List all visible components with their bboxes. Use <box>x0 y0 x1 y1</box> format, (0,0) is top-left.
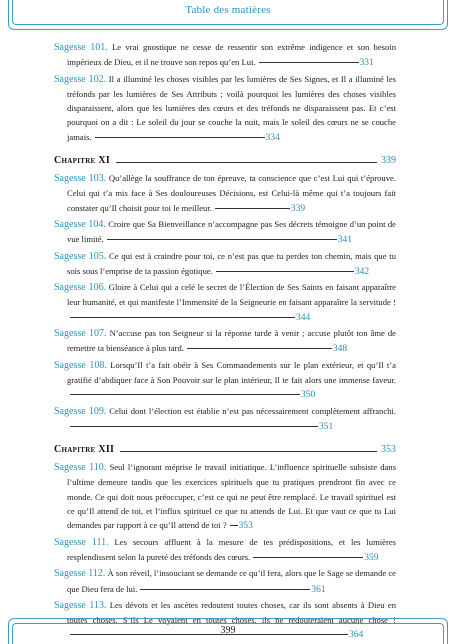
page-header-title: Table des matières <box>185 4 271 16</box>
entry-text: Il a illuminé les choses visibles par les lumières de Ses Signes, et Il a illuminé les tréfonds par les lumières de Ses Attributs ; voilà pourquoi les lumières des choses visibles disparaissent, alors que les lumières des cœurs et des tréfonds ne disparaissent pas. Et c’est pourquoi on a dit : Le soleil du jour se couche la nuit, mais le soleil des cœurs ne se couche jamais. <box>67 73 396 142</box>
toc-entry[interactable] <box>54 358 396 403</box>
entry-label: Sagesse 110. <box>54 462 107 474</box>
chapter-heading[interactable] <box>54 443 396 457</box>
entry-label: Sagesse 112. <box>54 568 106 580</box>
entry-page-number: 334 <box>265 132 280 143</box>
toc-entry[interactable] <box>54 404 396 435</box>
leader-line <box>70 394 300 395</box>
chapter-page-number: 353 <box>381 444 396 456</box>
entry-page-number: 331 <box>359 58 374 69</box>
chapter-title: Chapitre XII <box>54 444 115 456</box>
leader-line <box>107 239 337 240</box>
toc-entry[interactable] <box>54 217 396 248</box>
entry-page-number: 339 <box>290 203 306 214</box>
leader-line <box>187 348 332 349</box>
entry-label: Sagesse 113. <box>54 599 107 611</box>
entry-text: Ce qui est à craindre pour toi, ce n’est pas que tu perdes ton chemin, mais que tu sois sous l’emprise de ta passion égotique. <box>67 250 396 276</box>
entry-label: Sagesse 102. <box>54 73 107 85</box>
entry-page-number: 361 <box>311 584 326 595</box>
toc-entry[interactable] <box>54 566 396 597</box>
entry-page-number: 348 <box>332 344 348 355</box>
entry-label: Sagesse 107. <box>54 328 107 340</box>
entry-page-number: 341 <box>337 235 353 246</box>
entry-page-number: 344 <box>296 312 311 323</box>
entry-page-number: 353 <box>238 521 253 532</box>
entry-page-number: 364 <box>349 630 364 641</box>
entry-text: Gloire à Celui qui a celé le secret de l’Élection de Ses Saints en faisant apparaître leur humanité, et qui manifeste l’Immensité de la Seigneurie en faisant apparaître la servitude ! <box>67 282 396 308</box>
entry-text: Qu’allège la souffrance de ton épreuve, ta conscience que c’est Lui qui t’éprouve. Celui qui t’a mis face à Ses douloureuses Décisions, est Celui-là même qui t’a toujours fait constater qu’Il choisit pour toi le meilleur. <box>67 173 396 213</box>
entry-text: Seul l’ignorant méprise le travail initiatique. L’influence spirituelle subsiste dans l’ultime demeure tandis que les exercices spirituels que tu pratiques prendront fin avec ce monde. Ce qui doit nous préoccuper, c’est ce qui ne peut être remplacé. Le travail spirituel est ce qu’Il attend de toi, et l’influx spirituel ce que tu attends de Lui. Et que vaut ce que tu Lui demandes par rapport à ce qu’Il attend de toi ? <box>67 462 396 531</box>
entry-text: Croire que Sa Bienveillance n’accompagne pas Ses décrets témoigne d’un point de vue limité. <box>67 218 396 245</box>
page-number: 399 <box>220 625 236 636</box>
toc-entry[interactable] <box>54 280 396 325</box>
leader-line <box>70 317 295 318</box>
entry-label: Sagesse 108. <box>54 359 107 371</box>
entry-page-number: 351 <box>319 421 334 432</box>
entry-text: Celui dont l’élection est établie n’est pas nécessairement complètement affranchi. <box>106 405 396 416</box>
entry-label: Sagesse 101. <box>54 42 108 53</box>
leader-line <box>230 525 238 526</box>
toc-entry[interactable] <box>54 40 396 71</box>
entry-label: Sagesse 106. <box>54 282 107 294</box>
chapter-heading[interactable] <box>54 154 396 168</box>
leader-line <box>120 451 377 452</box>
entry-text: À son réveil, l’insouciant se demande ce qu’il fera, alors que le Sage se demande ce que Dieu fera de lui. <box>67 568 396 594</box>
entry-label: Sagesse 103. <box>54 173 107 185</box>
leader-line <box>259 62 359 63</box>
leader-line <box>95 137 265 138</box>
toc-entry[interactable] <box>54 249 396 280</box>
leader-line <box>116 162 377 163</box>
toc-entry[interactable] <box>54 72 396 145</box>
entry-label: Sagesse 111. <box>54 536 109 548</box>
toc-entry[interactable] <box>54 535 396 566</box>
chapter-title: Chapitre XI <box>54 155 111 167</box>
table-of-contents <box>54 40 396 644</box>
entry-page-number: 359 <box>364 552 379 563</box>
entry-label: Sagesse 109. <box>54 405 107 417</box>
toc-entry[interactable] <box>54 460 396 533</box>
entry-text: Lorsqu’Il t’a fait obéir à Ses Commandements sur le plan extérieur, et qu’Il t’a gratifié d’abdiquer face à Son Pouvoir sur le plan intérieur, Il te fait alors une immense faveur. <box>67 359 396 385</box>
chapter-page-number: 339 <box>381 155 396 167</box>
entry-page-number: 350 <box>301 390 316 401</box>
leader-line <box>216 271 354 272</box>
toc-entry[interactable] <box>54 326 396 357</box>
entry-text: Les dévots et les ascètes redoutent toutes choses, car ils sont absents à Dieu en toutes choses. S’ils Le voyaient en toutes choses, ils ne redouteraient aucune chose ! <box>67 599 397 626</box>
leader-line <box>215 208 290 209</box>
entry-page-number: 342 <box>354 266 370 277</box>
entry-text: N’accuse pas ton Seigneur si la réponse tarde à venir ; accuse plutôt ton âme de remettre ta bienséance à plus tard. <box>67 328 396 354</box>
leader-line <box>70 426 318 427</box>
toc-entry[interactable] <box>54 171 396 216</box>
leader-line <box>140 589 310 590</box>
leader-line <box>253 557 363 558</box>
entry-text: Les secours affluent à la mesure de tes prédispositions, et les lumières resplendissent selon la pureté des tréfonds des cœurs. <box>67 536 397 562</box>
entry-label: Sagesse 104. <box>54 218 106 230</box>
entry-text: Le vrai gnostique ne cesse de ressentir son extrême indigence et son besoin impérieux de Dieu, et il ne trouve son repos qu’en Lui. <box>67 42 396 68</box>
entry-label: Sagesse 105. <box>54 250 107 262</box>
